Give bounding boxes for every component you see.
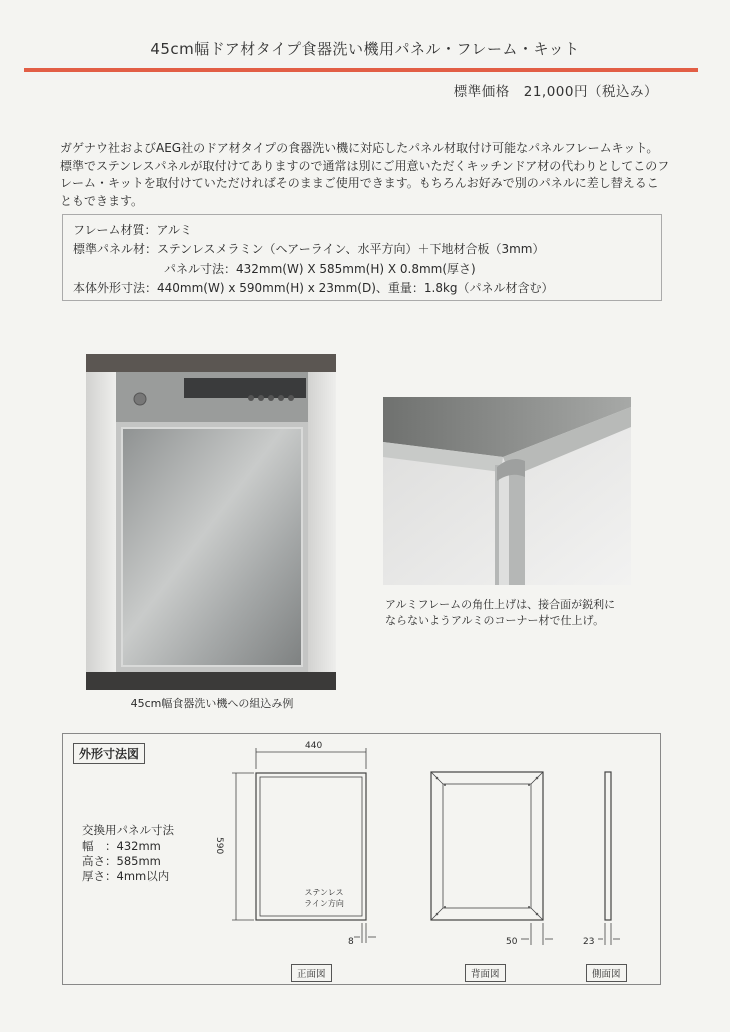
back-view-drawing — [425, 765, 555, 965]
dim-front-frame-label: 8 — [348, 937, 354, 947]
front-view-label: 正面図 — [291, 964, 332, 982]
frame-corner-photo — [383, 397, 631, 585]
stainless-direction-label — [296, 887, 352, 909]
back-view-label: 背面図 — [465, 964, 506, 982]
spec-panel-material: 標準パネル材：ステンレスメラミン（ヘアーライン、水平方向）＋下地材合板（3mm） — [73, 242, 545, 256]
install-caption: 45cm幅食器洗い機への組込み例 — [130, 697, 294, 710]
stainless-label-line2: ライン方向 — [304, 899, 344, 908]
dim-height-label: 590 — [214, 837, 224, 855]
side-view-label: 側面図 — [586, 964, 627, 982]
stainless-label-line1: ステンレス — [304, 888, 344, 897]
dim-depth-label: 23 — [583, 937, 595, 947]
title-divider — [24, 68, 698, 72]
dimension-section-title: 外形寸法図 — [73, 743, 145, 764]
front-view-drawing — [230, 745, 390, 965]
standard-price: 標準価格 21,000円（税込み） — [453, 84, 658, 100]
spec-frame-material: フレーム材質：アルミ — [73, 223, 193, 237]
page-title: 45cm幅ドア材タイプ食器洗い機用パネル・フレーム・キット — [150, 40, 580, 58]
replacement-panel-width: 幅 ：432mm — [82, 839, 161, 853]
replacement-panel-heading: 交換用パネル寸法 — [82, 823, 174, 837]
intro-paragraph: ガゲナウ社およびAEG社のドア材タイプの食器洗い機に対応したパネル材取付け可能なパネルフレームキット。標準でステンレスパネルが取付けてありますので通常は別にご用意いただくキッチンドア材の代わりとしてこのフレーム・キットを取付けていただければそのままご使用できます。もちろんお好みで別のパネルに差し替えることもできます。 — [60, 141, 670, 208]
side-view-drawing — [590, 765, 630, 965]
spec-box — [62, 214, 662, 301]
dim-back-frame-label: 50 — [506, 937, 518, 947]
corner-caption-line2: ならないようアルミのコーナー材で仕上げ。 — [385, 614, 605, 627]
replacement-panel-height: 高さ：585mm — [82, 854, 161, 868]
spec-body-size: 本体外形寸法：440mm(W) x 590mm(H) x 23mm(D)、重量：1.8kg（パネル材含む） — [73, 281, 554, 295]
corner-caption — [385, 597, 635, 629]
spec-panel-size: パネル寸法：432mm(W) X 585mm(H) X 0.8mm(厚さ) — [164, 262, 476, 276]
replacement-panel-thickness: 厚さ：4mm以内 — [82, 869, 170, 883]
dishwasher-install-photo — [86, 354, 336, 690]
corner-caption-line1: アルミフレームの角仕上げは、接合面が鋭利に — [385, 598, 616, 611]
dim-width-label: 440 — [305, 741, 323, 751]
